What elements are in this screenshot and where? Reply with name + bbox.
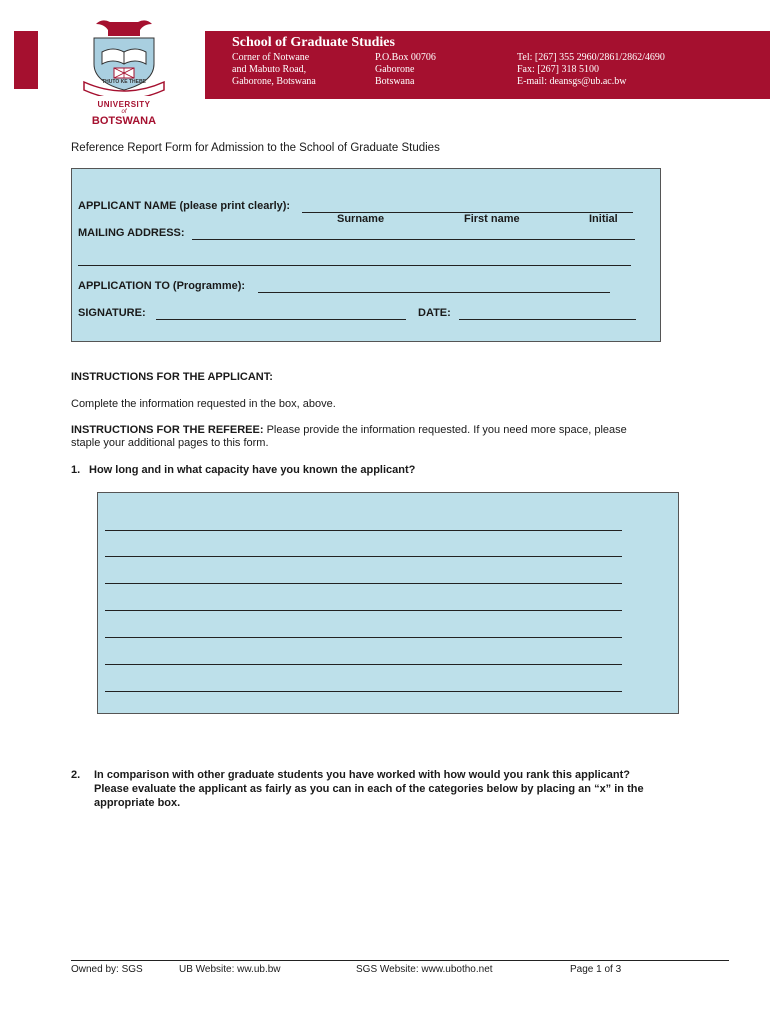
answer-line[interactable] [105,583,622,584]
logo-name-line1: UNIVERSITY [97,100,151,109]
answer-line[interactable] [105,610,622,611]
answer-line[interactable] [105,637,622,638]
signature-label: SIGNATURE: [78,307,146,319]
university-logo [80,16,168,130]
applicant-instructions-heading: INSTRUCTIONS FOR THE APPLICANT: [71,371,273,383]
mailing-address-field[interactable] [192,239,635,240]
footer-page-number: Page 1 of 3 [570,964,622,975]
first-name-label: First name [464,213,520,225]
applicant-instructions-text: Complete the information requested in the box, above. [71,398,336,410]
question-2-number: 2. [71,769,81,781]
footer-owned-by: Owned by: SGS [71,964,143,975]
contact-block [517,52,665,88]
address-line: and Mabuto Road, [232,64,307,75]
referee-instructions-heading: INSTRUCTIONS FOR THE REFEREE: [71,424,264,436]
footer-divider [71,960,729,961]
po-box-line: P.O.Box 00706 [375,52,436,63]
question-1-number: 1. [71,464,81,476]
fax-line: Fax: [267] 318 5100 [517,64,599,75]
referee-instructions-text-2: staple your additional pages to this form. [71,437,269,449]
surname-label: Surname [337,213,385,225]
question-1-text: How long and in what capacity have you known the applicant? [89,464,416,476]
initial-label: Initial [589,213,618,225]
header-banner [205,31,770,99]
question-2-line-1: In comparison with other graduate students you have worked with how would you rank this applicant? [94,769,631,781]
question-2-line-3: appropriate box. [94,797,181,809]
question-1-answer-box[interactable] [97,492,679,714]
school-title: School of Graduate Studies [232,35,395,50]
answer-line[interactable] [105,530,622,531]
signature-field[interactable] [156,319,406,320]
mailing-address-label: MAILING ADDRESS: [78,227,185,239]
application-to-label: APPLICATION TO (Programme): [78,280,246,292]
logo-name-line3: BOTSWANA [91,115,157,127]
phone-line: Tel: [267] 355 2960/2861/2862/4690 [517,52,665,63]
logo-name-line2: of [121,109,127,115]
address-block [232,52,316,88]
email-line: E-mail: deansgs@ub.ac.bw [517,76,627,87]
answer-line[interactable] [105,691,622,692]
date-label: DATE: [418,307,451,319]
footer-sgs-website: SGS Website: www.ubotho.net [356,964,493,975]
po-box-line: Botswana [375,76,415,87]
referee-instructions-text: Please provide the information requested. If you need more space, please [266,424,627,436]
answer-line[interactable] [105,556,622,557]
address-line: Corner of Notwane [232,52,310,63]
po-box-block [375,52,436,88]
applicant-info-box [71,168,661,342]
referee-instructions [71,424,627,436]
application-to-field[interactable] [258,292,610,293]
mailing-address-field-line2[interactable] [78,265,631,266]
form-title: Reference Report Form for Admission to the School of Graduate Studies [71,142,440,154]
footer-ub-website: UB Website: ww.ub.bw [179,964,281,975]
po-box-line: Gaborone [375,64,415,75]
question-2-line-2: Please evaluate the applicant as fairly as you can in each of the categories below by placing an “x” in the [94,783,644,795]
address-line: Gaborone, Botswana [232,76,316,87]
logo-motto: THUTO KE THEBE [102,79,146,85]
header-side-bar [14,31,38,89]
date-field[interactable] [459,319,636,320]
answer-line[interactable] [105,664,622,665]
applicant-name-label: APPLICANT NAME (please print clearly): [78,200,291,212]
